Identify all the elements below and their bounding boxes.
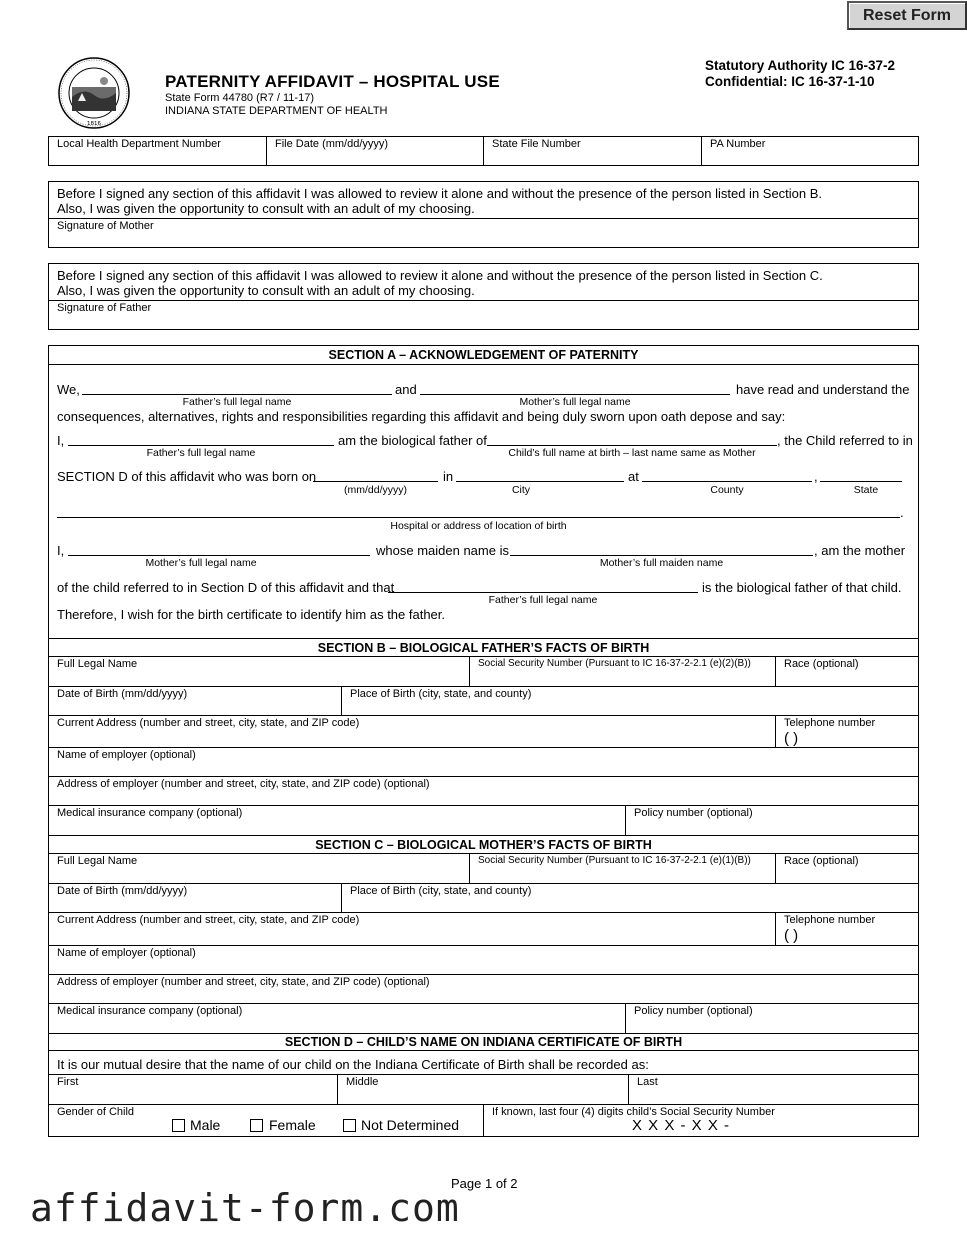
father-employer-field[interactable]: Name of employer (optional) [57, 749, 196, 761]
and-text: and [395, 382, 417, 397]
female-label: Female [269, 1117, 316, 1133]
mother-insurance-field[interactable]: Medical insurance company (optional) [57, 1005, 243, 1017]
father-consent-line1: Before I signed any section of this affidavit I was allowed to review it alone and without the presence of the person listed in Section C. [57, 268, 823, 283]
confidential-note: Confidential: IC 16-37-1-10 [705, 74, 875, 89]
comma-text: , [814, 469, 818, 484]
state-file-number-field[interactable]: State File Number [492, 138, 581, 150]
child-middle-name-field[interactable]: Middle [346, 1076, 379, 1088]
i-text-2: I, [57, 543, 65, 558]
child-ssn-field[interactable]: X X X - X X - [632, 1117, 731, 1134]
have-read-text: have read and understand the [736, 382, 910, 397]
mother-name-line-1[interactable] [420, 394, 730, 395]
form-title: PATERNITY AFFIDAVIT – HOSPITAL USE [165, 72, 500, 91]
mother-ssn-field[interactable]: Social Security Number (Pursuant to IC 16-37-2-2.1 (e)(1)(B)) [478, 855, 751, 866]
child-ref-text: of the child referred to in Section D of this affidavit and that [57, 580, 395, 595]
father-phone-paren: ( ) [784, 730, 799, 747]
father-dob-field[interactable]: Date of Birth (mm/dd/yyyy) [57, 688, 188, 700]
child-referred-text: , the Child referred to in [777, 433, 913, 448]
i-text: I, [57, 433, 65, 448]
mother-consent-line2: Also, I was given the opportunity to consult with an adult of my choosing. [57, 201, 475, 216]
mother-phone-field[interactable]: Telephone number [784, 914, 876, 926]
caption-father-name: Father’s full legal name [182, 396, 292, 408]
at-text: at [628, 469, 639, 484]
maiden-text: whose maiden name is [376, 543, 509, 558]
pa-number-field[interactable]: PA Number [710, 138, 766, 150]
mutual-desire-text: It is our mutual desire that the name of our child on the Indiana Certificate of Birth shall be recorded as: [57, 1057, 649, 1072]
indiana-state-seal-icon [58, 57, 130, 129]
female-checkbox[interactable] [250, 1119, 263, 1132]
child-name-line[interactable] [487, 445, 777, 446]
caption-child-name: Child’s full name at birth – last name same as Mother [508, 447, 756, 459]
mother-consent-line1: Before I signed any section of this affidavit I was allowed to review it alone and without the presence of the person listed in Section B. [57, 186, 823, 201]
watermark: affidavit-form.com [30, 1186, 460, 1230]
mother-phone-paren: ( ) [784, 927, 799, 944]
file-date-field[interactable]: File Date (mm/dd/yyyy) [275, 138, 389, 150]
svg-text:1816: 1816 [87, 121, 101, 127]
reset-form-button[interactable]: Reset Form [847, 1, 967, 30]
caption-mother-name-2: Mother’s full legal name [145, 557, 257, 569]
in-text: in [443, 469, 454, 484]
statutory-authority: Statutory Authority IC 16-37-2 [705, 58, 896, 73]
caption-state: State [853, 484, 879, 496]
father-signature-field[interactable]: Signature of Father [57, 302, 152, 314]
child-last-name-field[interactable]: Last [637, 1076, 658, 1088]
mother-full-name-field[interactable]: Full Legal Name [57, 855, 138, 867]
male-checkbox[interactable] [172, 1119, 185, 1132]
father-name-line-2[interactable] [68, 445, 334, 446]
male-label: Male [190, 1117, 221, 1133]
father-employer-address-field[interactable]: Address of employer (number and street, city, state, and ZIP code) (optional) [57, 778, 430, 790]
not-determined-label: Not Determined [361, 1117, 460, 1133]
hospital-address-line[interactable] [57, 517, 900, 518]
am-mother-text: , am the mother [814, 543, 906, 558]
mother-dob-field[interactable]: Date of Birth (mm/dd/yyyy) [57, 885, 188, 897]
mother-policy-field[interactable]: Policy number (optional) [634, 1005, 753, 1017]
mother-maiden-line[interactable] [510, 555, 813, 556]
birth-city-line[interactable] [456, 481, 624, 482]
father-race-field[interactable]: Race (optional) [784, 658, 859, 670]
mother-race-field[interactable]: Race (optional) [784, 855, 859, 867]
caption-city: City [511, 484, 531, 496]
birth-county-line[interactable] [642, 481, 812, 482]
caption-father-name-2: Father’s full legal name [146, 447, 256, 459]
not-determined-checkbox[interactable] [343, 1119, 356, 1132]
father-pob-field[interactable]: Place of Birth (city, state, and county) [350, 688, 532, 700]
section-a-heading: SECTION A – ACKNOWLEDGEMENT OF PATERNITY [328, 348, 639, 362]
page-number: Page 1 of 2 [451, 1176, 518, 1191]
mother-employer-field[interactable]: Name of employer (optional) [57, 947, 196, 959]
birth-state-line[interactable] [820, 481, 902, 482]
child-first-name-field[interactable]: First [57, 1076, 79, 1088]
caption-county: County [710, 484, 744, 496]
father-policy-field[interactable]: Policy number (optional) [634, 807, 753, 819]
child-ssn-label: If known, last four (4) digits child’s Social Security Number [492, 1106, 775, 1118]
is-bio-text: is the biological father of that child. [702, 580, 902, 595]
local-health-dept-field[interactable]: Local Health Department Number [57, 138, 221, 150]
birth-date-line[interactable] [313, 481, 438, 482]
caption-mother-name: Mother’s full legal name [519, 396, 631, 408]
father-name-line-3[interactable] [388, 592, 698, 593]
department-name: INDIANA STATE DEPARTMENT OF HEALTH [165, 105, 388, 117]
section-b-heading: SECTION B – BIOLOGICAL FATHER’S FACTS OF BIRTH [317, 641, 650, 655]
mother-pob-field[interactable]: Place of Birth (city, state, and county) [350, 885, 532, 897]
caption-date: (mm/dd/yyyy) [344, 484, 407, 496]
mother-address-field[interactable]: Current Address (number and street, city, state, and ZIP code) [57, 914, 360, 926]
caption-hospital: Hospital or address of location of birth [390, 520, 567, 532]
we-text: We, [57, 382, 80, 397]
father-full-name-field[interactable]: Full Legal Name [57, 658, 138, 670]
section-c-heading: SECTION C – BIOLOGICAL MOTHER’S FACTS OF BIRTH [315, 838, 652, 852]
father-consent-line2: Also, I was given the opportunity to consult with an adult of my choosing. [57, 283, 475, 298]
therefore-text: Therefore, I wish for the birth certificate to identify him as the father. [57, 607, 446, 622]
caption-maiden-name: Mother’s full maiden name [599, 557, 724, 569]
section-d-heading: SECTION D – CHILD’S NAME ON INDIANA CERTIFICATE OF BIRTH [284, 1035, 683, 1049]
gender-label: Gender of Child [57, 1106, 135, 1118]
father-name-line-1[interactable] [82, 394, 392, 395]
caption-father-name-3: Father’s full legal name [488, 594, 598, 606]
father-ssn-field[interactable]: Social Security Number (Pursuant to IC 16-37-2-2.1 (e)(2)(B)) [478, 658, 751, 669]
father-address-field[interactable]: Current Address (number and street, city, state, and ZIP code) [57, 717, 360, 729]
state-form-number: State Form 44780 (R7 / 11-17) [165, 92, 314, 104]
mother-signature-field[interactable]: Signature of Mother [57, 220, 154, 232]
consequences-text: consequences, alternatives, rights and responsibilities regarding this affidavit and being duly sworn upon oath depose and say: [57, 409, 786, 424]
father-phone-field[interactable]: Telephone number [784, 717, 876, 729]
father-insurance-field[interactable]: Medical insurance company (optional) [57, 807, 243, 819]
am-bio-father-text: am the biological father of [338, 433, 487, 448]
section-d-born-text: SECTION D of this affidavit who was born on [57, 469, 317, 484]
period-text: . [900, 505, 904, 520]
mother-employer-address-field[interactable]: Address of employer (number and street, city, state, and ZIP code) (optional) [57, 976, 430, 988]
mother-name-line-2[interactable] [68, 555, 370, 556]
